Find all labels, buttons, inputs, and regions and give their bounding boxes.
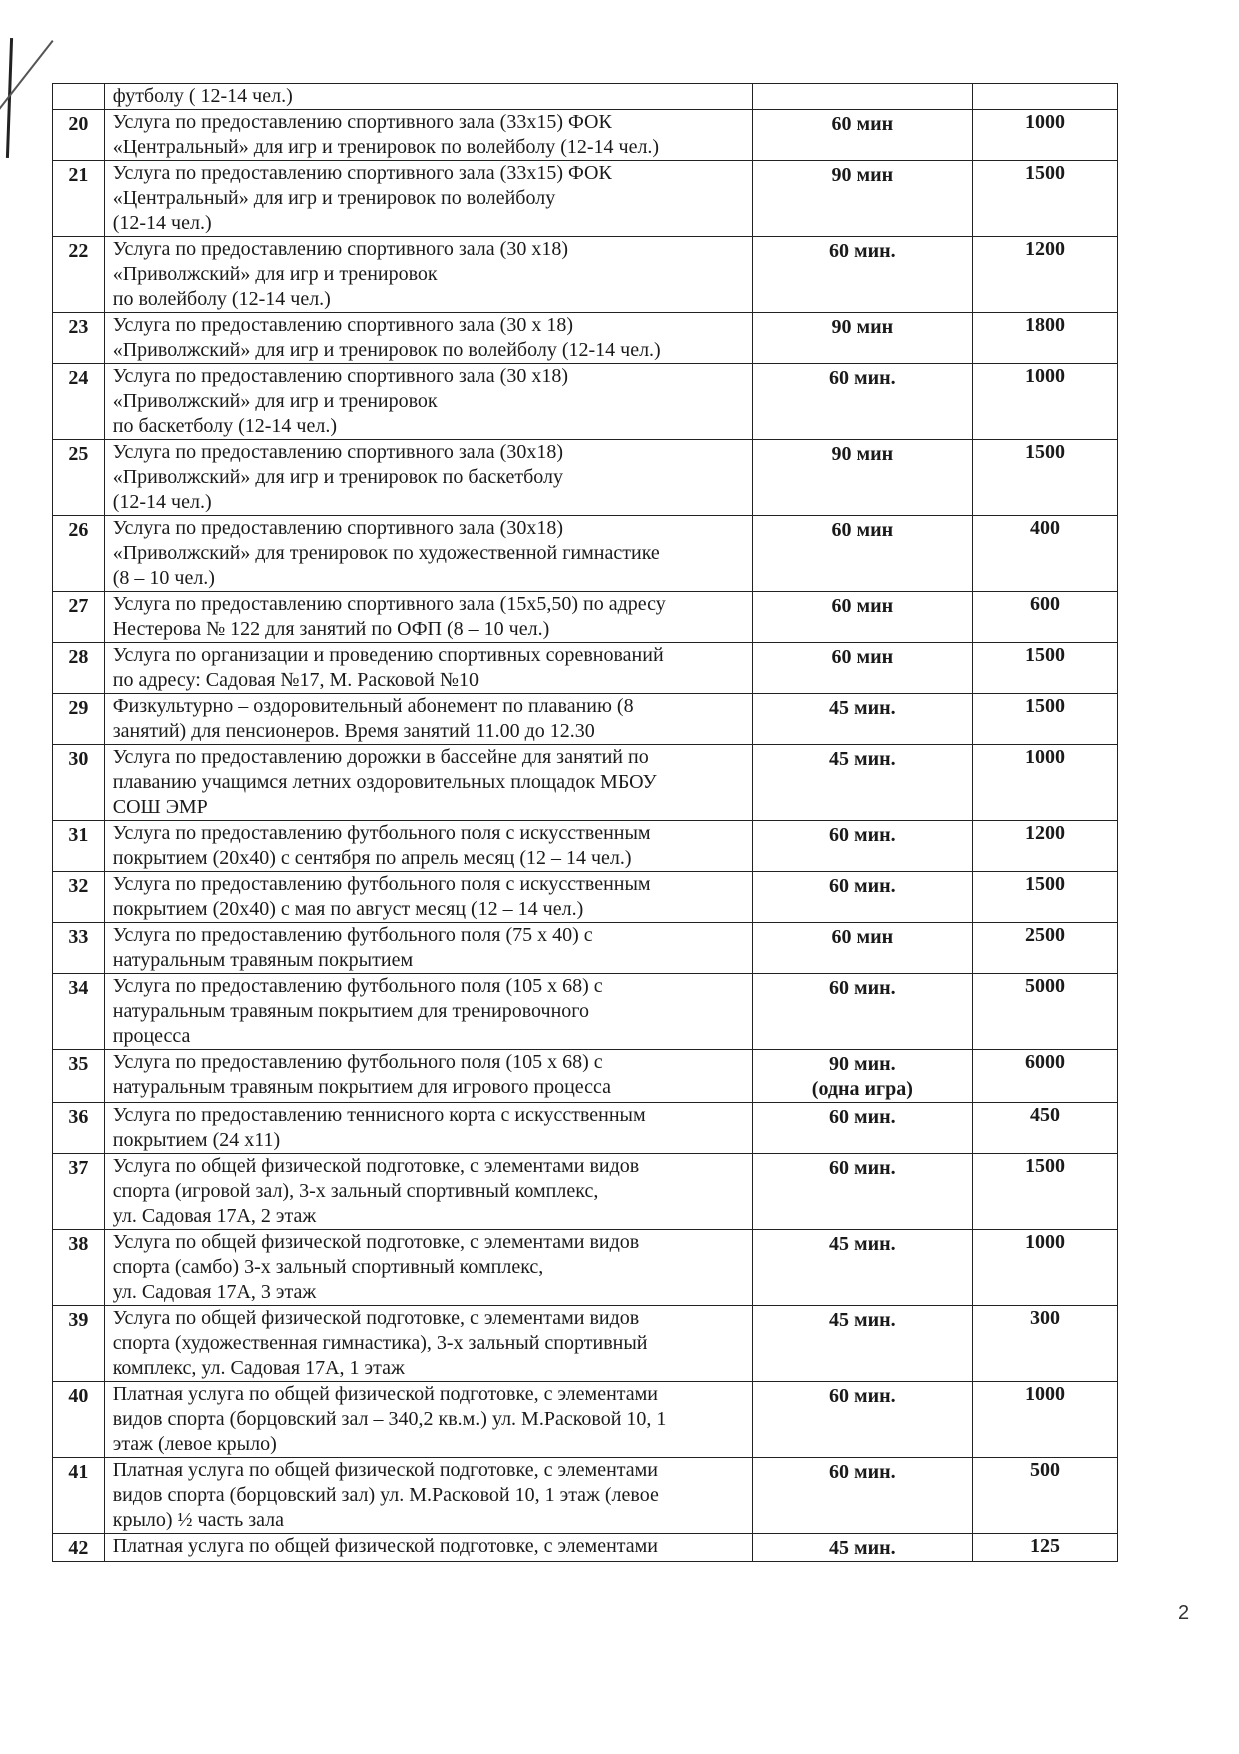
service-duration: 45 мин. (752, 1534, 972, 1562)
service-name: футболу ( 12-14 чел.) (104, 84, 752, 110)
table-row (53, 643, 1118, 694)
table-row (53, 1306, 1118, 1382)
service-duration (752, 84, 972, 110)
service-duration: 60 мин (752, 110, 972, 161)
table-row-continuation (53, 84, 1118, 110)
service-name: Физкультурно – оздоровительный абонемент по плаванию (8 занятий) для пенсионеров. Время занятий 11.00 до 12.30 (104, 694, 752, 745)
table-row (53, 1458, 1118, 1534)
row-number: 21 (53, 161, 105, 237)
row-number: 23 (53, 313, 105, 364)
table-row (53, 821, 1118, 872)
service-price: 1800 (973, 313, 1118, 364)
row-number: 26 (53, 516, 105, 592)
service-price: 1200 (973, 237, 1118, 313)
service-price: 1000 (973, 110, 1118, 161)
row-number: 24 (53, 364, 105, 440)
service-price: 1000 (973, 364, 1118, 440)
service-name: Услуга по предоставлению спортивного зала (33х15) ФОК «Центральный» для игр и тренировок по волейболу (12-14 чел.) (104, 110, 752, 161)
service-duration: 45 мин. (752, 1230, 972, 1306)
service-name: Услуга по предоставлению футбольного поля (105 х 68) с натуральным травяным покрытием для тренировочного процесса (104, 974, 752, 1050)
service-name: Услуга по предоставлению спортивного зала (33х15) ФОК «Центральный» для игр и тренировок по волейболу (12-14 чел.) (104, 161, 752, 237)
table-row (53, 1382, 1118, 1458)
table-row (53, 1230, 1118, 1306)
row-number: 28 (53, 643, 105, 694)
table-row (53, 1154, 1118, 1230)
service-duration: 60 мин. (752, 974, 972, 1050)
service-duration: 60 мин. (752, 872, 972, 923)
service-duration: 90 мин (752, 161, 972, 237)
service-name: Услуга по предоставлению дорожки в бассейне для занятий по плаванию учащимся летних оздоровительных площадок МБОУ СОШ ЭМР (104, 745, 752, 821)
service-duration: 45 мин. (752, 1306, 972, 1382)
row-number: 27 (53, 592, 105, 643)
service-name: Услуга по предоставлению спортивного зала (30 х 18) «Приволжский» для игр и тренировок по волейболу (12-14 чел.) (104, 313, 752, 364)
service-name: Услуга по предоставлению спортивного зала (30 х18) «Приволжский» для игр и тренировок по баскетболу (12-14 чел.) (104, 364, 752, 440)
service-price: 1000 (973, 745, 1118, 821)
service-duration: 60 мин (752, 592, 972, 643)
service-name: Услуга по предоставлению футбольного поля (105 х 68) с натуральным травяным покрытием для игрового процесса (104, 1050, 752, 1103)
table-row (53, 1534, 1118, 1562)
service-price: 1000 (973, 1382, 1118, 1458)
row-number: 33 (53, 923, 105, 974)
service-name: Услуга по предоставлению спортивного зала (15х5,50) по адресу Нестерова № 122 для занятий по ОФП (8 – 10 чел.) (104, 592, 752, 643)
table-row (53, 694, 1118, 745)
service-duration: 60 мин. (752, 1382, 972, 1458)
row-number: 22 (53, 237, 105, 313)
row-number: 25 (53, 440, 105, 516)
row-number: 38 (53, 1230, 105, 1306)
row-number: 42 (53, 1534, 105, 1562)
service-duration: 60 мин. (752, 1458, 972, 1534)
service-name: Услуга по предоставлению спортивного зала (30 х18) «Приволжский» для игр и тренировок по волейболу (12-14 чел.) (104, 237, 752, 313)
service-price: 1000 (973, 1230, 1118, 1306)
table-row (53, 313, 1118, 364)
table-row (53, 161, 1118, 237)
service-duration: 60 мин. (752, 364, 972, 440)
service-duration: 90 мин (752, 313, 972, 364)
service-duration: 45 мин. (752, 694, 972, 745)
service-price: 1200 (973, 821, 1118, 872)
service-name: Услуга по общей физической подготовке, с элементами видов спорта (игровой зал), 3-х зальный спортивный комплекс, ул. Садовая 17А, 2 этаж (104, 1154, 752, 1230)
row-number: 20 (53, 110, 105, 161)
service-duration: 60 мин. (752, 1154, 972, 1230)
page-number: 2 (1178, 1602, 1190, 1624)
row-number: 32 (53, 872, 105, 923)
table-row (53, 440, 1118, 516)
service-price: 1500 (973, 440, 1118, 516)
service-duration: 45 мин. (752, 745, 972, 821)
row-number: 41 (53, 1458, 105, 1534)
service-duration: 60 мин (752, 643, 972, 694)
service-price: 2500 (973, 923, 1118, 974)
service-price: 1500 (973, 872, 1118, 923)
service-name: Услуга по предоставлению спортивного зала (30х18) «Приволжский» для тренировок по художественной гимнастике (8 – 10 чел.) (104, 516, 752, 592)
service-name: Платная услуга по общей физической подготовке, с элементами (104, 1534, 752, 1562)
service-name: Платная услуга по общей физической подготовке, с элементами видов спорта (борцовский зал – 340,2 кв.м.) ул. М.Расковой 10, 1 этаж (левое крыло) (104, 1382, 752, 1458)
service-duration: 60 мин. (752, 821, 972, 872)
service-duration: 60 мин. (752, 237, 972, 313)
service-price (973, 84, 1118, 110)
row-number: 40 (53, 1382, 105, 1458)
row-number: 30 (53, 745, 105, 821)
row-number: 29 (53, 694, 105, 745)
service-duration: 60 мин. (752, 1103, 972, 1154)
service-price: 1500 (973, 643, 1118, 694)
table-row (53, 745, 1118, 821)
service-name: Услуга по предоставлению теннисного корта с искусственным покрытием (24 х11) (104, 1103, 752, 1154)
service-name: Услуга по предоставлению футбольного поля с искусственным покрытием (20х40) с сентября по апрель месяц (12 – 14 чел.) (104, 821, 752, 872)
table-row (53, 1103, 1118, 1154)
service-price: 5000 (973, 974, 1118, 1050)
row-number: 31 (53, 821, 105, 872)
row-number: 34 (53, 974, 105, 1050)
service-price: 1500 (973, 161, 1118, 237)
row-number: 37 (53, 1154, 105, 1230)
table-row (53, 364, 1118, 440)
table-row (53, 110, 1118, 161)
row-number: 36 (53, 1103, 105, 1154)
table-body (53, 84, 1118, 1562)
service-price: 500 (973, 1458, 1118, 1534)
table-row (53, 974, 1118, 1050)
service-name: Услуга по общей физической подготовке, с элементами видов спорта (художественная гимнастика), 3-х зальный спортивный комплекс, ул. Садовая 17А, 1 этаж (104, 1306, 752, 1382)
table-row (53, 1050, 1118, 1103)
service-name: Услуга по предоставлению спортивного зала (30х18) «Приволжский» для игр и тренировок по баскетболу (12-14 чел.) (104, 440, 752, 516)
service-price: 125 (973, 1534, 1118, 1562)
service-price: 400 (973, 516, 1118, 592)
price-list-table (52, 83, 1118, 1562)
service-price: 450 (973, 1103, 1118, 1154)
row-number (53, 84, 105, 110)
service-duration: 60 мин (752, 923, 972, 974)
service-duration: 60 мин (752, 516, 972, 592)
service-price: 1500 (973, 1154, 1118, 1230)
service-name: Услуга по предоставлению футбольного поля (75 х 40) с натуральным травяным покрытием (104, 923, 752, 974)
table-row (53, 237, 1118, 313)
service-name: Платная услуга по общей физической подготовке, с элементами видов спорта (борцовский зал) ул. М.Расковой 10, 1 этаж (левое крыло) ½ часть зала (104, 1458, 752, 1534)
table-row (53, 923, 1118, 974)
table-row (53, 592, 1118, 643)
service-duration: 90 мин (752, 440, 972, 516)
row-number: 39 (53, 1306, 105, 1382)
service-name: Услуга по предоставлению футбольного поля с искусственным покрытием (20х40) с мая по август месяц (12 – 14 чел.) (104, 872, 752, 923)
service-price: 600 (973, 592, 1118, 643)
service-name: Услуга по организации и проведению спортивных соревнований по адресу: Садовая №17, М. Расковой №10 (104, 643, 752, 694)
row-number: 35 (53, 1050, 105, 1103)
service-name: Услуга по общей физической подготовке, с элементами видов спорта (самбо) 3-х зальный спортивный комплекс, ул. Садовая 17А, 3 этаж (104, 1230, 752, 1306)
service-price: 300 (973, 1306, 1118, 1382)
table-row (53, 516, 1118, 592)
table-row (53, 872, 1118, 923)
service-price: 6000 (973, 1050, 1118, 1103)
service-price: 1500 (973, 694, 1118, 745)
service-duration: 90 мин. (одна игра) (752, 1050, 972, 1103)
